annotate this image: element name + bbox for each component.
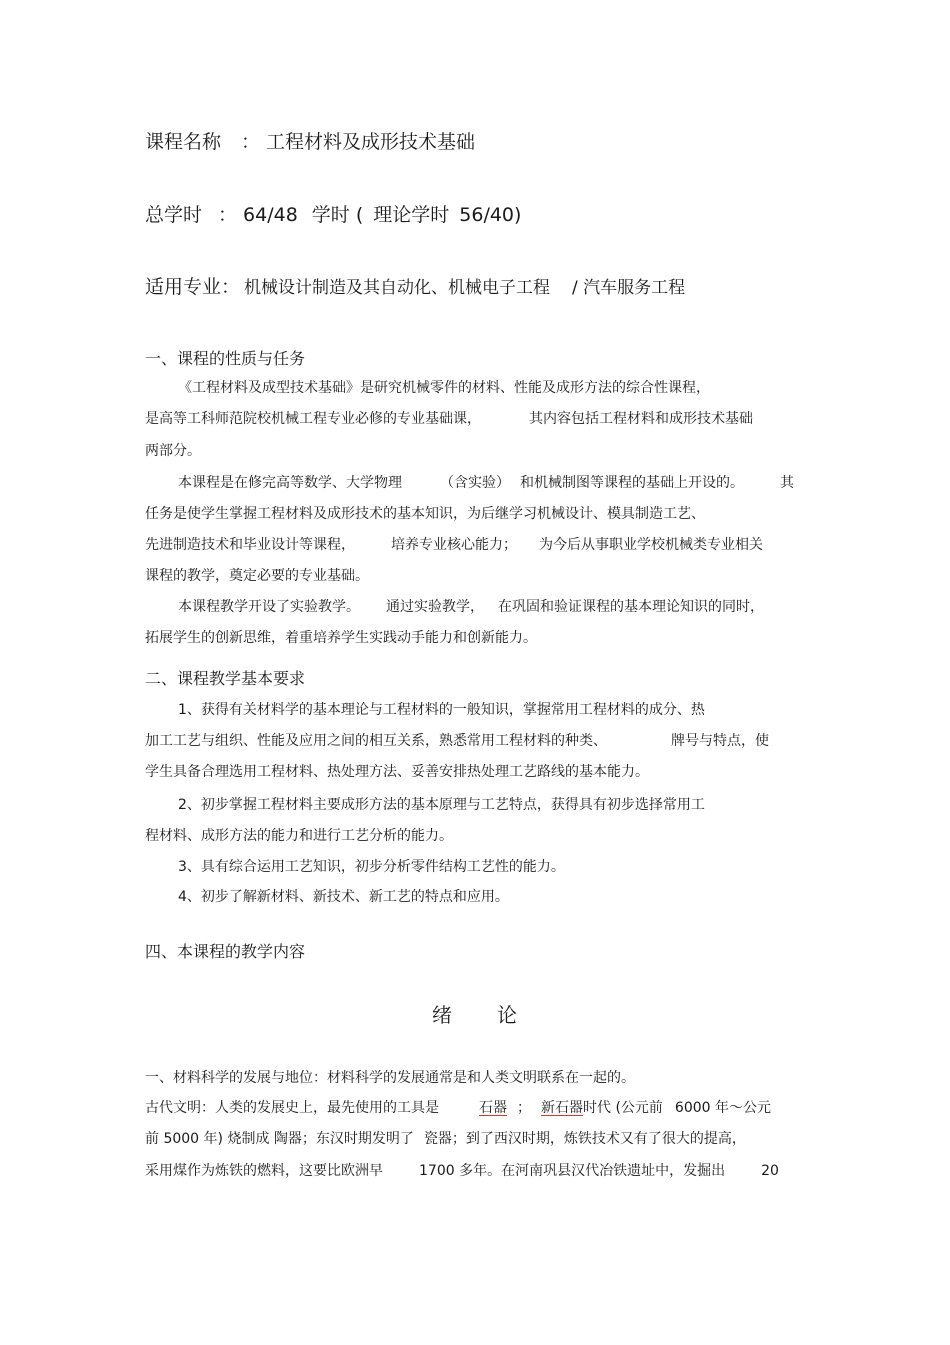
- total-hours-line: [145, 203, 521, 227]
- hours-value: 64/48: [243, 204, 298, 226]
- intro-seg: ；: [517, 1100, 531, 1116]
- s2-r4: 4、初步了解新材料、新技术、新工艺的特点和应用。: [178, 889, 509, 905]
- s1-p2-seg: 其: [780, 475, 794, 491]
- s1-p2-line1: [178, 474, 794, 492]
- s1-p1-line1: 《工程材料及成型技术基础》是研究机械零件的材料、性能及成形方法的综合性课程，: [178, 380, 710, 396]
- s1-p2-seg: 本课程是在修完高等数学、大学物理: [178, 475, 402, 491]
- s1-p3-seg: 本课程教学开设了实验教学。: [178, 599, 360, 615]
- s1-p3-seg: 通过实验教学，: [386, 599, 484, 615]
- s1-p3-line1: [178, 598, 764, 616]
- section-1-title: 一、课程的性质与任务: [145, 349, 306, 368]
- intro-seg: 古代文明：人类的发展史上，最先使用的工具是: [145, 1100, 439, 1116]
- s1-p1-line3: 两部分。: [145, 443, 201, 459]
- intro-underlined-term: 石器: [479, 1100, 507, 1116]
- s2-r2-line1: 2、初步掌握工程材料主要成形方法的基本原理与工艺特点，获得具有初步选择常用工: [178, 797, 705, 813]
- course-name-line: [145, 130, 475, 154]
- intro-line-2: [145, 1099, 771, 1117]
- intro-title-char-1: 绪: [432, 1003, 453, 1027]
- intro-line-4: [145, 1162, 779, 1180]
- hours-unit: 学时 (: [311, 204, 364, 226]
- intro-seg: 瓷器；到了西汉时期: [423, 1131, 550, 1147]
- intro-seg: 时代 (公元前: [583, 1100, 663, 1116]
- major-label: 适用专业：: [145, 276, 241, 298]
- course-name-label: 课程名称: [145, 131, 222, 153]
- s1-p1-seg: 其内容包括工程材料和成形技术基础: [529, 411, 753, 427]
- hours-theory-label: 理论学时: [373, 204, 450, 226]
- intro-line-3: [145, 1130, 746, 1148]
- s1-p2-seg: 培养专业核心能力；: [391, 537, 517, 553]
- intro-seg: 1700 多年。在河南巩县汉代冶铁遗址中，发掘出: [419, 1163, 726, 1179]
- intro-seg: 20: [761, 1163, 779, 1179]
- s1-p2-line4: 课程的教学，奠定必要的专业基础。: [145, 568, 369, 584]
- s1-p3-line2: 拓展学生的创新思维，着重培养学生实践动手能力和创新能力。: [145, 630, 537, 646]
- s1-p2-line2: 任务是使学生掌握工程材料及成形技术的基本知识，为后继学习机械设计、模具制造工艺、: [145, 506, 705, 522]
- section-2-title: 二、课程教学基本要求: [145, 669, 306, 688]
- s1-p2-seg: （含实验）: [440, 475, 510, 491]
- section-4-title: 四、本课程的教学内容: [145, 942, 306, 961]
- s1-p1-line2: [145, 410, 753, 428]
- major-value-1: 机械设计制造及其自动化、机械电子工程: [244, 278, 551, 298]
- course-name-sep: ：: [241, 131, 261, 153]
- course-name-value: 工程材料及成形技术基础: [266, 131, 476, 153]
- intro-seg: 6000 年～公元: [674, 1100, 772, 1116]
- hours-label: 总学时: [145, 204, 203, 226]
- s2-r1-line1: 1、获得有关材料学的基本理论与工程材料的一般知识，掌握常用工程材料的成分、热: [178, 702, 705, 718]
- intro-title-char-2: 论: [497, 1003, 518, 1027]
- s2-r1-line3: 学生具备合理选用工程材料、热处理方法、妥善安排热处理工艺路线的基本能力。: [145, 764, 649, 780]
- major-value-2: / 汽车服务工程: [572, 278, 686, 298]
- s1-p2-line3: [145, 536, 763, 554]
- s1-p2-seg: 先进制造技术和毕业设计等课程，: [145, 537, 355, 553]
- intro-title: [0, 1002, 950, 1028]
- major-line: [145, 275, 685, 300]
- s1-p3-seg: 在巩固和验证课程的基本理论知识的同时，: [498, 599, 764, 615]
- intro-seg: ，炼铁技术又有了很大的提高，: [549, 1131, 746, 1147]
- s2-r3: 3、具有综合运用工艺知识，初步分析零件结构工艺性的能力。: [178, 859, 565, 875]
- s1-p2-seg: 和机械制图等课程的基础上开设的。: [520, 475, 744, 491]
- hours-theory-value: 56/40): [459, 204, 522, 226]
- hours-sep: ：: [218, 204, 238, 226]
- s2-r1-seg: 加工工艺与组织、性能及应用之间的相互关系，熟悉常用工程材料的种类、: [145, 733, 607, 749]
- s2-r1-line2: [145, 732, 769, 750]
- s2-r2-line2: 程材料、成形方法的能力和进行工艺分析的能力。: [145, 828, 453, 844]
- s1-p2-seg: 为今后从事职业学校机械类专业相关: [539, 537, 763, 553]
- intro-underlined-term: 新石器: [541, 1100, 583, 1116]
- s2-r1-seg: 牌号与特点，使: [671, 733, 769, 749]
- intro-seg: 采用煤作为炼铁的燃料，这要比欧洲早: [145, 1163, 383, 1179]
- intro-seg: 前 5000 年) 烧制成 陶器；东汉时期发明了: [145, 1131, 414, 1147]
- intro-line-1: 一、材料科学的发展与地位：材料科学的发展通常是和人类文明联系在一起的。: [145, 1070, 635, 1086]
- s1-p1-seg: 是高等工科师范院校机械工程专业必修的专业基础课，: [145, 411, 481, 427]
